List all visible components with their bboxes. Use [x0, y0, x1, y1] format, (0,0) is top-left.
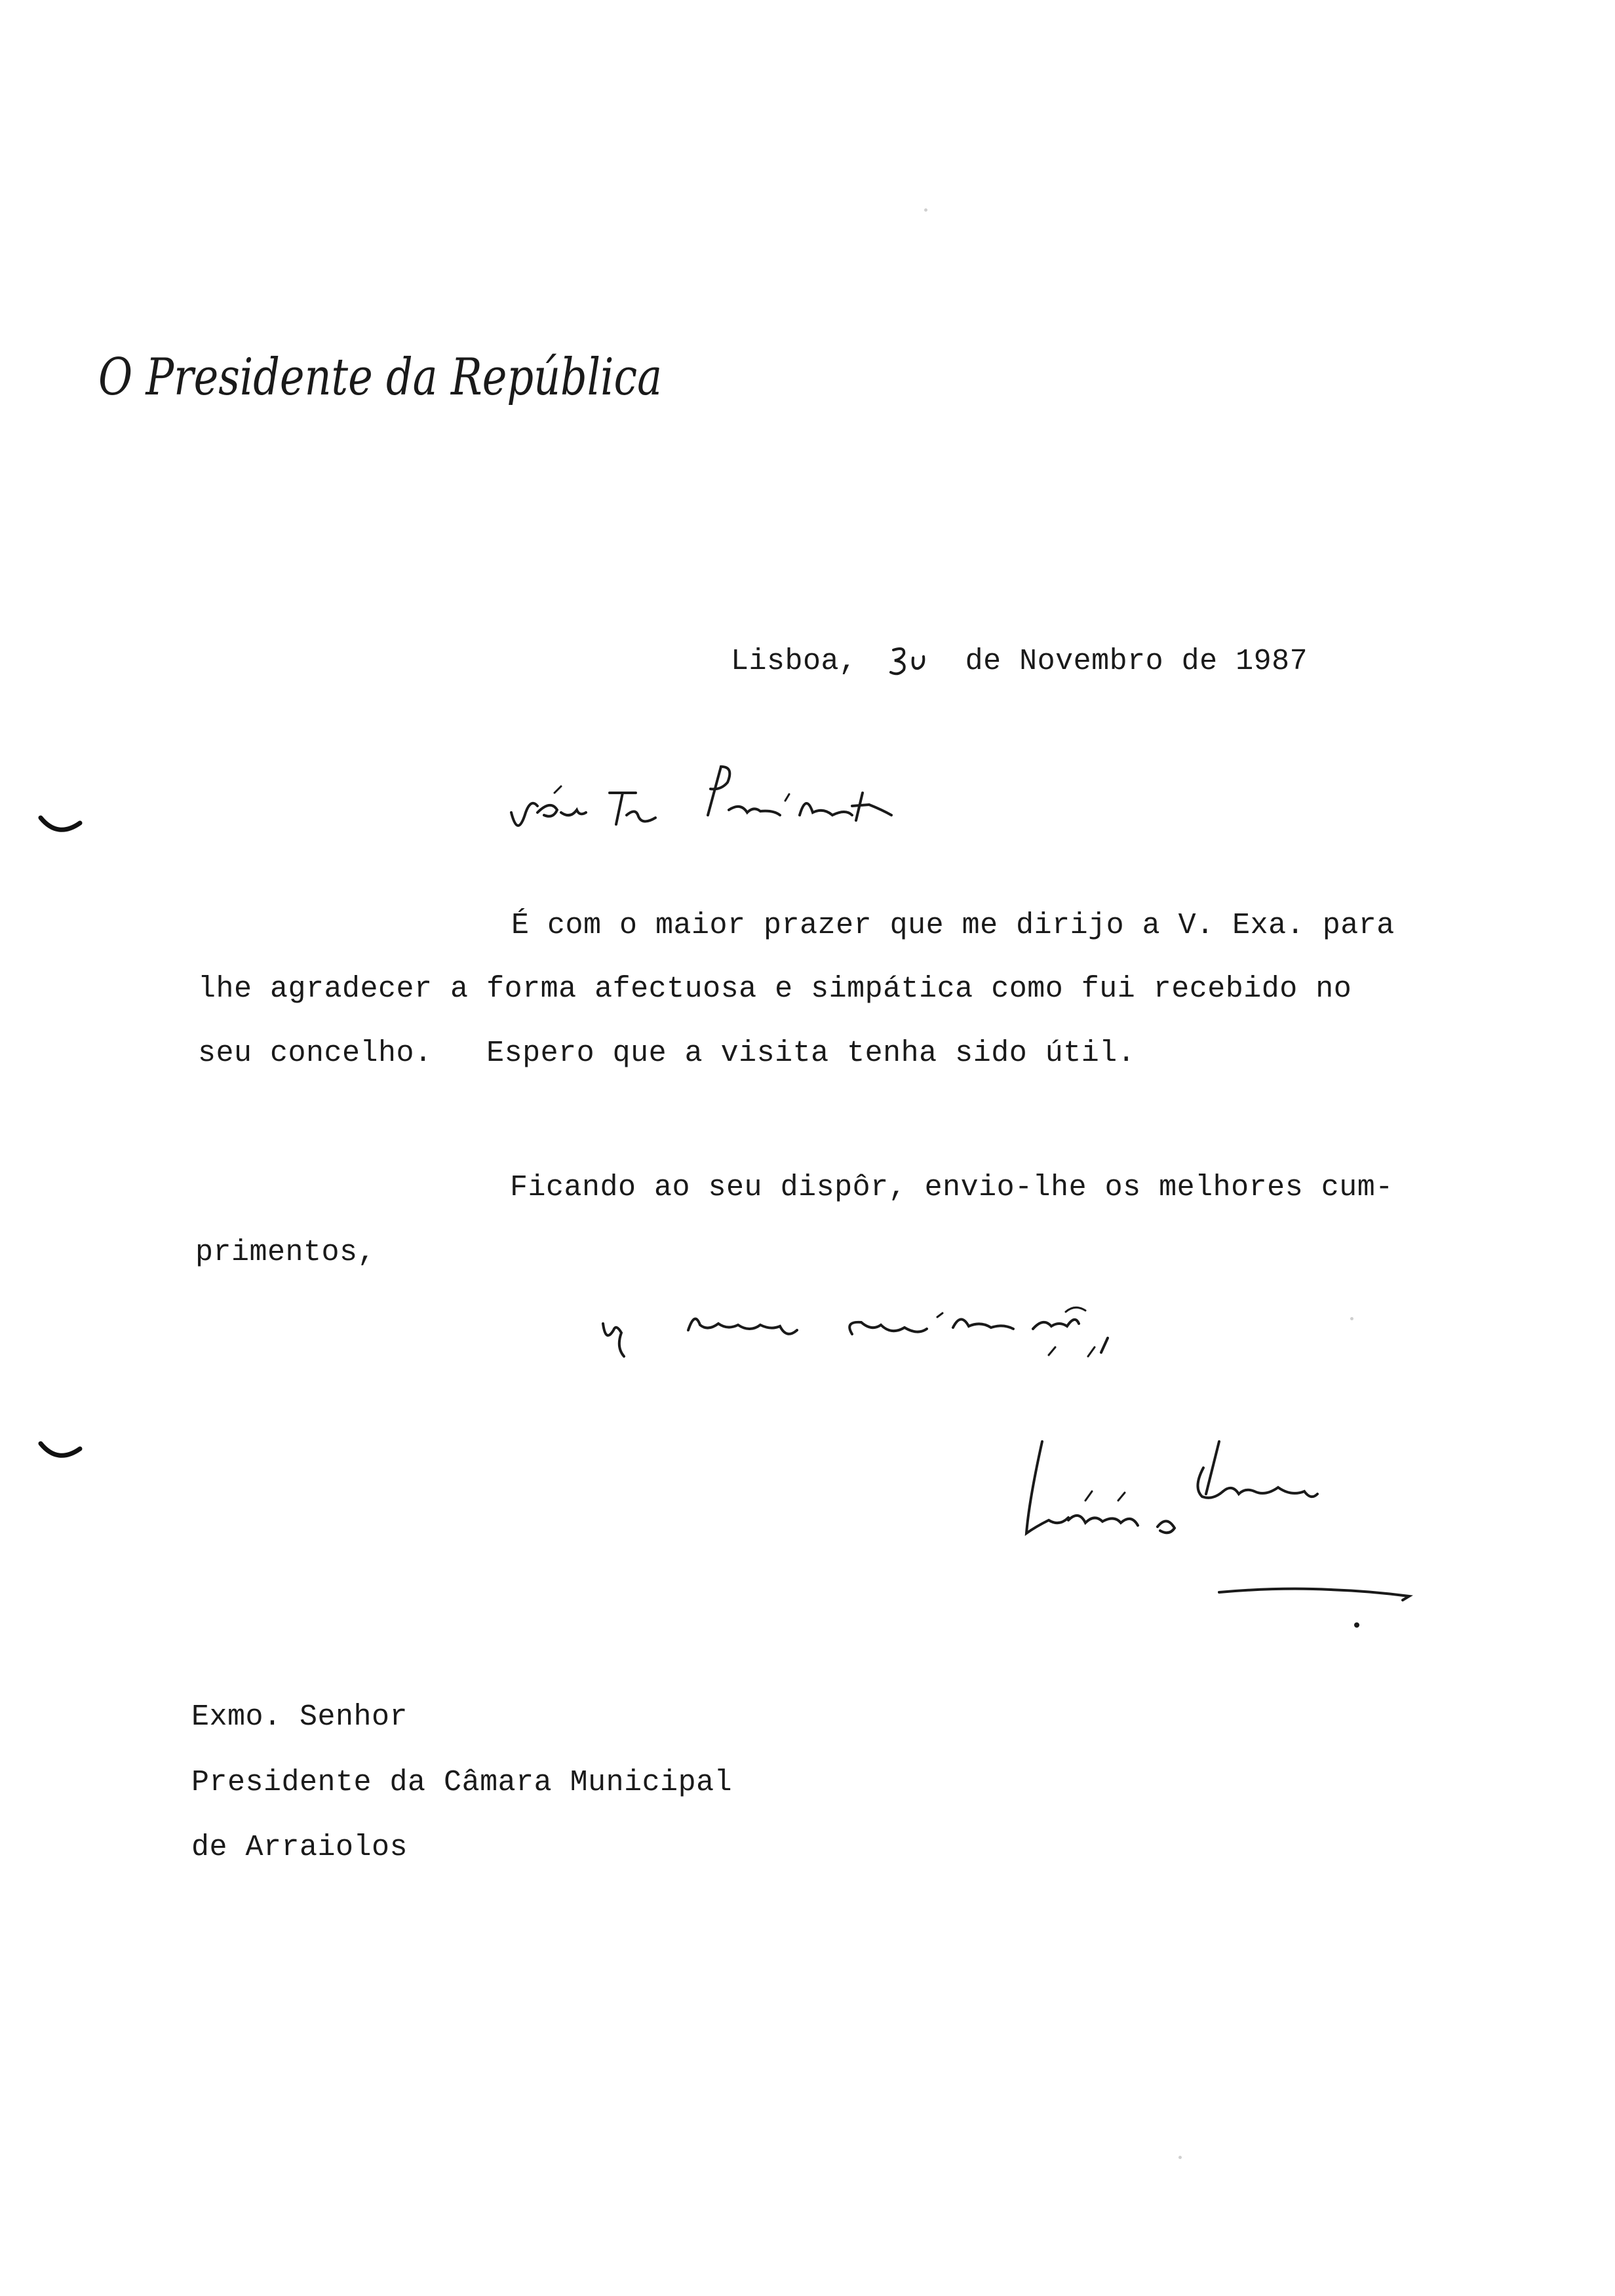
punch-hole-mark-bottom: [38, 1438, 84, 1471]
paper-speck: [1178, 2156, 1182, 2159]
date-day-handwritten: [875, 643, 947, 680]
date-suffix: de Novembro de 1987: [965, 645, 1308, 678]
punch-hole-mark-top: [38, 813, 84, 845]
recipient-line-3: de Arraiolos: [191, 1831, 408, 1864]
recipient-line-1: Exmo. Senhor: [191, 1700, 408, 1734]
paragraph-2-line-2: primentos,: [195, 1236, 376, 1269]
paper-speck: [1350, 1317, 1353, 1320]
paper-speck: [924, 208, 927, 212]
recipient-line-2: Presidente da Câmara Municipal: [191, 1766, 733, 1799]
paragraph-1-line-1: É com o maior prazer que me dirijo a V. Exa. para: [511, 909, 1395, 942]
paragraph-1-line-2: lhe agradecer a forma afectuosa e simpática como fui recebido no: [198, 972, 1352, 1006]
date-line: [731, 643, 1308, 680]
closing-handwritten: [590, 1284, 1245, 1383]
salutation-handwritten: [498, 747, 931, 852]
paragraph-1-line-3: seu concelho. Espero que a visita tenha sido útil.: [198, 1037, 1136, 1070]
svg-text:O Presidente da República: O Presidente da República: [98, 348, 662, 407]
signature: [1003, 1428, 1409, 1651]
letterhead-logo: [98, 341, 701, 413]
date-prefix: Lisboa,: [731, 645, 857, 678]
paragraph-2-line-1: Ficando ao seu dispôr, envio-lhe os melhores cum-: [510, 1171, 1393, 1204]
